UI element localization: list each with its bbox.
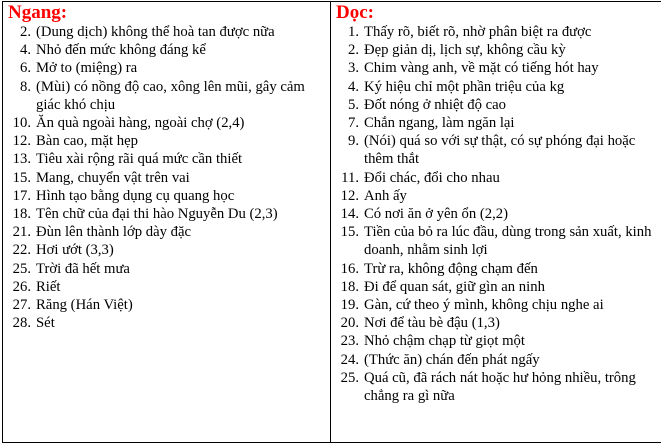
across-clue [3,296,330,314]
across-clue-text: Mang, chuyển vật trên vai [36,169,190,186]
down-clue-number: 15. [340,224,359,241]
down-clue-text: Chim vàng anh, về mặt có tiếng hót hay [364,60,599,77]
down-clue-number: 24. [340,351,359,368]
across-clue-number: 12. [12,133,31,150]
down-clue-number: 7. [347,115,359,132]
across-clue-number: 26. [12,278,31,295]
down-clue-text: Ký hiệu chỉ một phần triệu của kg [364,78,565,95]
across-clue-text: Ăn quà ngoài hàng, ngoài chợ (2,4) [36,115,245,132]
across-clue [3,314,330,332]
down-clue-text: Có nơi ăn ở yên ổn (2,2) [364,206,509,223]
across-clue-number: 6. [19,60,31,77]
across-clue [3,41,330,59]
down-clue-number: 16. [340,260,359,277]
across-clue [3,114,330,132]
across-clue [3,150,330,168]
across-clue [3,187,330,205]
clue-table [2,1,661,443]
down-clue-number: 20. [340,315,359,332]
down-clue-list [331,23,661,405]
across-clue-text: Tên chữ của đại thi hào Nguyễn Du (2,3) [36,206,278,223]
down-clue-number: 4. [347,78,359,95]
down-clue-text: Nhỏ chậm chạp từ giọt một [364,333,525,350]
down-clue [331,205,661,223]
across-clue [3,23,330,41]
across-clue [3,78,330,114]
across-clue [3,223,330,241]
across-clue-number: 18. [12,206,31,223]
across-clue-text: (Dung dịch) không thể hoà tan được nữa [36,24,275,40]
down-clue [331,314,661,332]
down-clue-number: 11. [341,169,359,186]
down-clue [331,369,661,405]
down-clue [331,260,661,278]
across-clue-number: 28. [12,315,31,332]
down-clue [331,332,661,350]
across-clue-number: 21. [12,224,31,241]
across-title: Ngang: [8,2,68,23]
down-clue-text: Đốt nóng ở nhiệt độ cao [364,96,506,113]
across-clue-text: Răng (Hán Việt) [36,297,133,314]
down-column [331,2,661,443]
down-clue-text: Nơi để tàu bè đậu (1,3) [364,315,500,332]
down-clue-number: 12. [340,187,359,204]
down-clue-text: Trừ ra, không động chạm đến [364,260,538,277]
down-clue [331,223,661,259]
across-clue-number: 8. [19,78,31,95]
across-clue-number: 10. [12,115,31,132]
across-clue-number: 2. [19,24,31,40]
across-clue-text: Mở to (miệng) ra [36,60,138,77]
across-clue-number: 25. [12,260,31,277]
across-clue-text: Nhỏ đến mức không đáng kể [36,42,206,59]
down-clue [331,169,661,187]
across-clue [3,278,330,296]
across-clue-number: 4. [19,42,31,59]
down-title: Dọc: [336,2,374,23]
across-clue-text: Riết [36,278,61,295]
clue-table-row [3,2,661,443]
down-clue-text: Đổi chác, đổi cho nhau [364,169,500,186]
down-clue-text: Chắn ngang, làm ngăn lại [364,115,515,132]
down-clue-text: (Nói) quá so với sự thật, có sự phóng đại hoặc thêm thắt [364,133,636,168]
down-clue [331,132,661,168]
down-clue [331,41,661,59]
across-clue [3,59,330,77]
down-clue-text: Quá cũ, đã rách nát hoặc hư hỏng nhiều, trông chẳng ra gì nữa [364,369,636,405]
across-clue-number: 15. [12,169,31,186]
down-clue-text: Đẹp giản dị, lịch sự, không cầu kỳ [364,42,566,59]
down-clue-number: 3. [347,60,359,77]
down-clue [331,114,661,132]
across-clue-text: Hơi ướt (3,3) [36,242,114,259]
across-clue-list [3,23,330,332]
down-clue [331,23,661,41]
across-clue [3,241,330,259]
down-clue-number: 25. [340,369,359,386]
down-clue-text: Tiền của bỏ ra lúc đầu, dùng trong sản xuất, kinh doanh, nhằm sinh lợi [364,224,652,259]
down-clue [331,96,661,114]
across-clue-text: (Mùi) có nồng độ cao, xông lên mũi, gây cảm giác khó chịu [36,78,305,113]
down-clue-text: Gàn, cứ theo ý mình, không chịu nghe ai [364,297,604,314]
across-clue-text: Hình tạo bằng dụng cụ quang học [36,187,235,204]
across-clue-number: 13. [12,151,31,168]
across-clue-text: Sét [36,315,55,332]
down-clue [331,296,661,314]
down-clue [331,78,661,96]
down-clue-number: 23. [340,333,359,350]
across-clue-text: Đùn lên thành lớp dày đặc [36,224,192,241]
down-clue [331,351,661,369]
down-clue-text: Thấy rõ, biết rõ, nhờ phân biệt ra được [364,24,592,40]
down-clue-text: Đi để quan sát, giữ gìn an ninh [364,278,545,295]
across-clue [3,205,330,223]
down-clue-number: 5. [347,96,359,113]
down-clue [331,278,661,296]
across-clue-number: 22. [12,242,31,259]
across-clue-text: Trời đã hết mưa [36,260,130,277]
across-clue-text: Tiêu xài rộng rãi quá mức cần thiết [36,151,243,168]
down-clue-number: 14. [340,206,359,223]
down-clue-number: 18. [340,278,359,295]
down-clue-text: (Thức ăn) chán đến phát ngấy [364,351,540,368]
across-clue-number: 17. [12,187,31,204]
across-column [3,2,331,443]
down-clue-number: 19. [340,297,359,314]
across-clue [3,260,330,278]
down-clue [331,187,661,205]
across-clue-text: Bàn cao, mặt hẹp [36,133,138,150]
down-clue-text: Anh ấy [364,187,407,204]
down-clue-number: 1. [347,24,359,40]
down-clue-number: 9. [347,133,359,150]
across-clue-number: 27. [12,297,31,314]
down-clue [331,59,661,77]
down-clue-number: 2. [347,42,359,59]
across-clue [3,169,330,187]
across-clue [3,132,330,150]
